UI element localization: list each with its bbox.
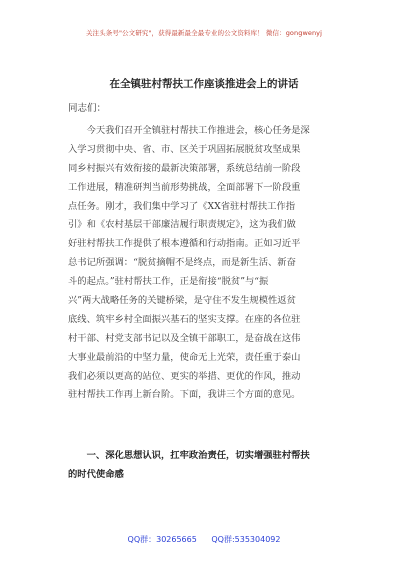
paragraph-line: 同乡村振兴有效衔接的最新决策部署，系统总结前一阶段 (68, 162, 301, 174)
paragraph-line: 村干部、村党支部书记以及全镇干部职工，是奋战在这伟 (68, 332, 301, 344)
paragraph-line: 底线、筑牢乡村全面振兴基石的坚实支撑。在座的各位驻 (68, 313, 301, 325)
paragraph-line: 好驻村帮扶工作提供了根本遵循和行动指南。正如习近平 (68, 238, 301, 250)
header-promo-note: 关注头条号"公文研究"，获得最新最全最专业的公文资料库！ 微信：gongwenyj (85, 29, 323, 37)
paragraph-line: 点任务。刚才，我们集中学习了《XX省驻村帮扶工作指 (68, 200, 296, 212)
paragraph-line: 引》和《农村基层干部廉洁履行职责规定》，这为我们做 (68, 219, 296, 231)
heading-line: 一、深化思想认识，扛牢政治责任，切实增强驻村帮扶 (68, 450, 310, 461)
document-title: 在全镇驻村帮扶工作座谈推进会上的讲话 (109, 78, 299, 90)
paragraph-line: 总书记所强调：“脱贫摘帽不是终点，而是新生活、新奋 (68, 257, 296, 269)
paragraph-line: 今天我们召开全镇驻村帮扶工作推进会，核心任务是深 (68, 125, 310, 136)
qq-group-2: QQ群:535304092 (211, 535, 281, 544)
paragraph-line: 驻村帮扶工作再上新台阶。下面，我讲三个方面的意见。 (68, 389, 301, 401)
paragraph-line: 大事业最前沿的中坚力量，使命无上光荣，责任重于泰山 (68, 351, 301, 363)
salutation: 同志们： (68, 103, 107, 114)
heading-line: 的时代使命感 (68, 468, 124, 480)
body-paragraph (68, 122, 344, 405)
paragraph-line: 兴”两大战略任务的关键桥梁，是守住不发生规模性返贫 (68, 295, 296, 307)
paragraph-line: 工作进展，精准研判当前形势挑战，全面部署下一阶段重 (68, 181, 301, 193)
section-heading-1 (68, 447, 344, 485)
paragraph-line: 斗的起点。”驻村帮扶工作，正是衔接“脱贫”与“振 (68, 276, 269, 288)
qq-group-1: QQ群：30265665 (127, 535, 197, 544)
paragraph-line: 我们必须以更高的站位、更实的举措、更优的作风，推动 (68, 370, 301, 382)
footer-contact (0, 534, 408, 545)
paragraph-line: 入学习贯彻中央、省、市、区关于巩固拓展脱贫攻坚成果 (68, 143, 301, 155)
